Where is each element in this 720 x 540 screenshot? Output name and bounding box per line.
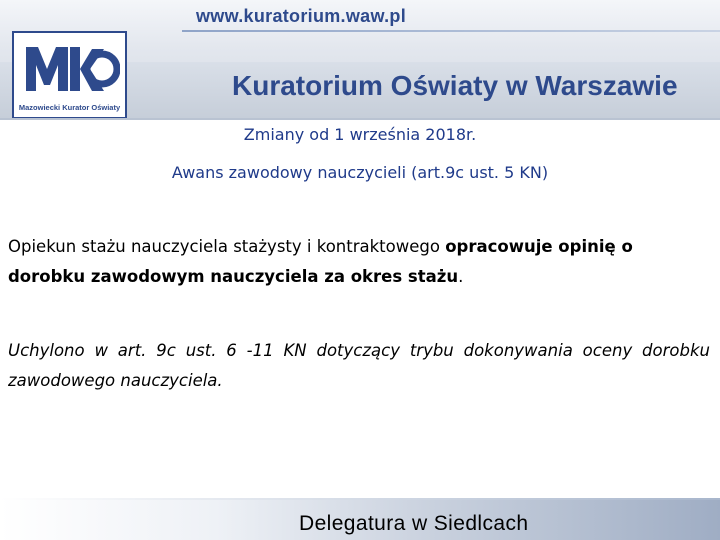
paragraph1-text: Opiekun stażu nauczyciela stażysty i kontraktowego <box>8 237 446 256</box>
paragraph1-period: . <box>458 267 464 286</box>
paragraph1-emphasis: opracowuje opinię o dorobku zawodowym nauczyciela za okres stażu <box>8 237 633 286</box>
footer-branch-name: Delegatura w Siedlcach <box>299 512 529 535</box>
paragraph-repealed-provision: Uchylono w art. 9c ust. 6 -11 KN dotyczący trybu dokonywania oceny dorobku zawodowego nauczyciela. <box>8 341 710 390</box>
logo-caption: Mazowiecki Kurator Oświaty <box>18 103 121 112</box>
slide-subtitle-date: Zmiany od 1 września 2018r. <box>243 125 477 144</box>
organization-title: Kuratorium Oświaty w Warszawie <box>232 70 678 101</box>
page-footer <box>0 498 720 540</box>
site-url: www.kuratorium.waw.pl <box>196 6 406 26</box>
paragraph-mentor-opinion <box>8 232 710 292</box>
logo <box>12 31 127 119</box>
header-divider <box>0 118 720 120</box>
url-underline <box>182 30 720 32</box>
page-header <box>0 0 720 120</box>
mko-logo-mark <box>20 37 120 99</box>
slide-subtitle-topic: Awans zawodowy nauczycieli (art.9c ust. 5 KN) <box>171 163 549 182</box>
footer-divider <box>0 498 720 500</box>
